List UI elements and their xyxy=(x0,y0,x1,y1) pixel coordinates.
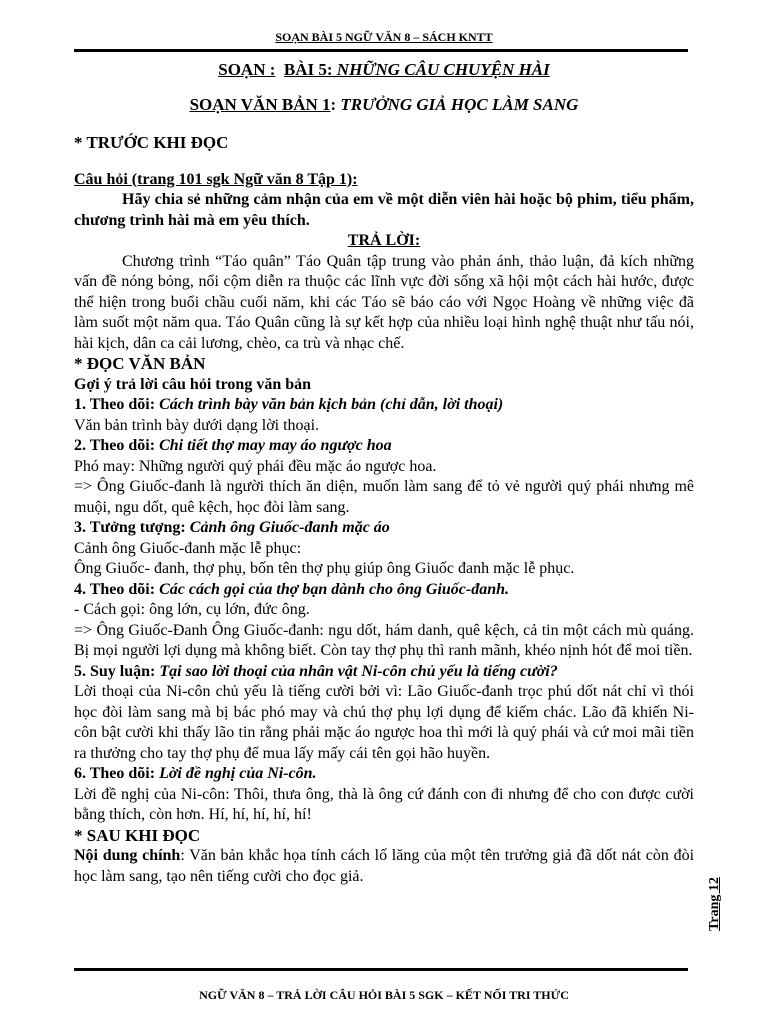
item-title: Tại sao lời thoại của nhân vật Ni-côn chủ yếu là tiếng cười? xyxy=(159,662,558,680)
main-content xyxy=(74,846,694,887)
item-line: => Ông Giuốc-đanh là người thích ăn diện, muốn làm sang để tỏ vẻ người quý phái nhưng mê muội, ngu dốt, quê kệch, học đòi làm sang. xyxy=(74,478,694,516)
title-name: NHỮNG CÂU CHUYỆN HÀI xyxy=(332,60,550,79)
reading-item-2 xyxy=(74,436,694,518)
item-line: Văn bản trình bày dưới dạng lời thoại. xyxy=(74,416,320,434)
reading-item-3 xyxy=(74,518,694,580)
item-title: Chi tiết thợ may may áo ngược hoa xyxy=(159,437,392,454)
item-title: Lời đề nghị của Ni-côn. xyxy=(159,765,317,782)
header-rule xyxy=(74,49,688,52)
item-line: - Cách gọi: ông lớn, cụ lớn, đức ông. xyxy=(74,601,310,618)
item-line: Ông Giuốc- đanh, thợ phụ, bốn tên thợ phụ giúp ông Giuốc đanh mặc lễ phục. xyxy=(74,560,575,577)
title-prefix: SOẠN : xyxy=(218,60,276,79)
item-title: Cách trình bày văn bản kịch bản (chỉ dẫn, lời thoại) xyxy=(159,396,504,413)
subtitle-colon: : xyxy=(330,94,341,114)
question-label: Câu hỏi (trang 101 sgk Ngữ văn 8 Tập 1): xyxy=(74,170,358,188)
item-line: Lời đề nghị của Ni-côn: Thôi, thưa ông, thà là ông cứ đánh con đi nhưng để cho con được cười bằng thích, còn hơn. Hí, hí, hí, hí, hí! xyxy=(74,785,694,823)
page-number-text: Trang 12 xyxy=(707,877,722,931)
reading-heading: * ĐỌC VĂN BẢN xyxy=(74,354,206,373)
reading-item-6 xyxy=(74,764,694,826)
item-line: => Ông Giuốc-Đanh Ông Giuốc-đanh: ngu dốt, hám danh, quê kệch, cả tin một cách mù quáng. Bị mọi người lợi dụng mà không biết. Còn tay thợ phụ thì ranh mãnh, khéo nịnh hót để moi tiền. xyxy=(74,621,694,659)
page-footer: NGỮ VĂN 8 – TRẢ LỜI CÂU HỎI BÀI 5 SGK – KẾT NỐI TRI THỨC xyxy=(199,988,569,1002)
item-num: 1. Theo dõi: xyxy=(74,396,160,413)
reading-item-5 xyxy=(74,662,694,765)
after-reading-heading: * SAU KHI ĐỌC xyxy=(74,825,201,845)
item-line: Lời thoại của Ni-côn chủ yếu là tiếng cười bởi vì: Lão Giuốc-đanh trọc phú dốt nát chỉ vì thói học đòi làm sang mà bị bác phó may và chú thợ phụ lợi dụng để kiếm chác. Lão đã khiến Ni- côn bật cười khi thấy lão tin rằng phải mặc áo ngược hoa thì mới là quý phái và cứ moi mãi tiền ra thưởng cho tay thợ phụ để mua lấy mấy cái tên gọi hão huyền. xyxy=(74,683,694,762)
item-line: Cảnh ông Giuốc-đanh mặc lễ phục: xyxy=(74,539,302,557)
item-title: Các cách gọi của thợ bạn dành cho ông Giuốc-đanh. xyxy=(159,580,510,598)
footer-rule xyxy=(74,968,688,971)
reading-guide: Gợi ý trả lời câu hỏi trong văn bản xyxy=(74,375,312,393)
reading-item-4 xyxy=(74,580,694,662)
main-content-text: : Văn bản khắc họa tính cách lố lăng của một tên trưởng giả đã dốt nát còn đòi học làm sang, tạo nên tiếng cười cho đọc giả. xyxy=(74,847,695,885)
before-reading-heading: * TRƯỚC KHI ĐỌC xyxy=(74,133,229,152)
answer-heading: TRẢ LỜI: xyxy=(347,232,421,249)
item-line: Phó may: Những người quý phái đều mặc áo ngược hoa. xyxy=(74,457,437,475)
subtitle-prefix: SOẠN VĂN BẢN 1 xyxy=(189,94,331,114)
page-header: SOẠN BÀI 5 NGỮ VĂN 8 – SÁCH KNTT xyxy=(275,30,493,44)
answer-text: Chương trình “Táo quân” Táo Quân tập trung vào phản ánh, thảo luận, đả kích những vấn đề nóng bỏng, nổi cộm diễn ra thuộc các lĩnh vực đời sống xã hội một cách hài hước, được thể hiện trong buổi chầu cuối năm, khi các Táo sẽ báo cáo với Ngọc Hoàng về những việc đã làm suốt một năm qua. Táo Quân cũng là sự kết hợp của nhiều loại hình nghệ thuật như tấu nói, hài kịch, dân ca cải lương, chèo, ca trù và nhạc chế. xyxy=(74,252,694,352)
question-text: Hãy chia sẻ những cảm nhận của em về một diễn viên hài hoặc bộ phim, tiểu phẩm, chương trình hài mà em yêu thích. xyxy=(74,191,694,229)
page-number xyxy=(700,870,726,942)
reading-item-1 xyxy=(74,395,694,436)
item-num: 4. Theo dõi: xyxy=(74,580,160,598)
item-num: 6. Theo dõi: xyxy=(74,765,160,782)
lesson-title xyxy=(74,60,694,81)
main-content-label: Nội dung chính xyxy=(74,847,181,864)
title-lesson: BÀI 5: xyxy=(283,60,333,79)
item-num: 2. Theo dõi: xyxy=(74,437,160,454)
subtitle-name: TRƯỞNG GIẢ HỌC LÀM SANG xyxy=(340,94,579,114)
item-num: 5. Suy luận: xyxy=(74,662,160,680)
item-title: Cảnh ông Giuốc-đanh mặc áo xyxy=(189,519,390,536)
item-num: 3. Tưởng tượng: xyxy=(74,519,190,536)
text-title xyxy=(74,95,694,116)
document-body xyxy=(74,56,694,887)
